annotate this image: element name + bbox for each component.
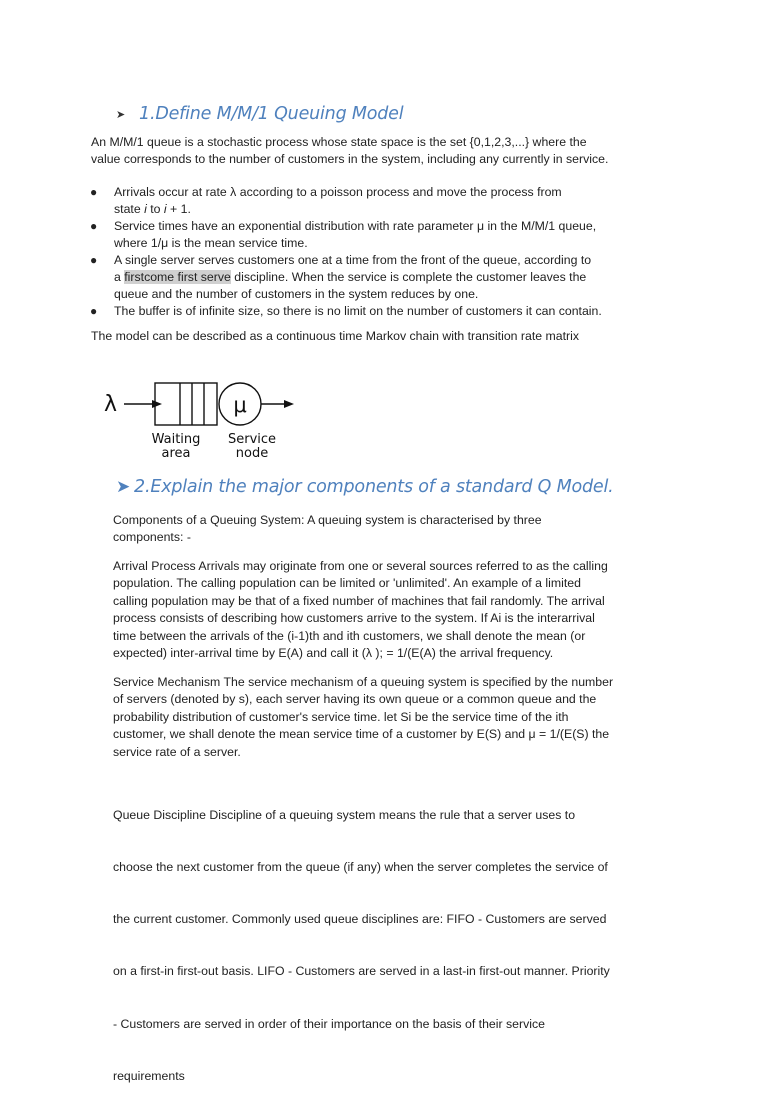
departure-arrowhead-icon [284, 400, 294, 408]
section-2-title: 2.Explain the major components of a standard Q Model. [134, 477, 614, 497]
bullet-dot-icon: ● [90, 253, 98, 267]
bullet-dot-icon: ● [90, 219, 98, 233]
list-item: ● Arrivals occur at rate λ according to a poisson process and move the process from state i to i + 1. [90, 185, 562, 216]
properties-list [90, 184, 602, 320]
waiting-area-label-line1: Waiting [151, 432, 201, 447]
list-item: ● A single server serves customers one at a time from the front of the queue, according to a firstcome first serve discipline. When the service is complete the customer leaves the queue and the number of customers in the system reduces by one. [90, 253, 592, 301]
service-node-label-line2: node [235, 446, 269, 461]
service-mechanism-paragraph: Service Mechanism The service mechanism of a queuing system is specified by the number of servers (denoted by s), each server having its own queue or a common queue and the probability distribution of customer's service time. let Si be the service time of the ith customer, we shall denote the mean service time of a customer by E(S) and μ = 1/(E(S) the service rate of a server. [113, 675, 614, 759]
queue-discipline-paragraph: Queue Discipline Discipline of a queuing system means the rule that a server uses to choose the next customer from the queue (if any) when the server completes the service of the current customer. Commonly used queue disciplines are: FIFO - Customers are served on a first-in first-out basis. LIFO - Customers are served in a last-in first-out manner. Priority - Customers are served in order of their importance on the basis of their service requirements [113, 807, 610, 1083]
bullet-dot-icon: ● [90, 304, 98, 318]
markov-chain-sentence: The model can be described as a continuous time Markov chain with transition rate matrix [91, 329, 580, 343]
arrow-bullet-icon: ➤ [116, 107, 126, 121]
intro-paragraph: An M/M/1 queue is a stochastic process whose state space is the set {0,1,2,3,...} where the value corresponds to the number of customers in the system, including any currently in service. [91, 135, 609, 167]
mu-symbol: μ [233, 393, 247, 417]
arrival-process-paragraph: Arrival Process Arrivals may originate from one or several sources referred to as the calling population. The calling population can be limited or 'unlimited'. An example of a limited calling population may be that of a fixed number of machines that fail randomly. The arrival process consists of describing how customers arrive to the system. If Ai is the interarrival time between the arrivals of the (i-1)th and ith customers, we shall denote the mean (or expected) inter-arrival time by E(A) and call it (λ ); = 1/(E(A) the arrival frequency. [113, 559, 608, 661]
section-1-heading [116, 104, 403, 124]
list-item: ● The buffer is of infinite size, so there is no limit on the number of customers it can contain. [90, 304, 602, 318]
mm1-queue-diagram [96, 372, 306, 464]
highlighted-text: firstcome first serve [124, 270, 231, 284]
waiting-area-label-line2: area [161, 446, 191, 461]
list-item: ● Service times have an exponential distribution with rate parameter μ in the M/M/1 queue, where 1/μ is the mean service time. [90, 219, 597, 250]
bullet-dot-icon: ● [90, 185, 98, 199]
waiting-area-box [155, 383, 217, 425]
arrival-arrowhead-icon [152, 400, 162, 408]
arrow-bullet-icon: ➤ [116, 477, 131, 497]
service-node-label-line1: Service [227, 432, 277, 447]
section-2-heading [116, 477, 613, 497]
section-1-title: 1.Define M/M/1 Queuing Model [139, 104, 404, 124]
components-intro-paragraph: Components of a Queuing System: A queuing system is characterised by three components: - [113, 513, 542, 545]
lambda-symbol: λ [104, 392, 118, 417]
